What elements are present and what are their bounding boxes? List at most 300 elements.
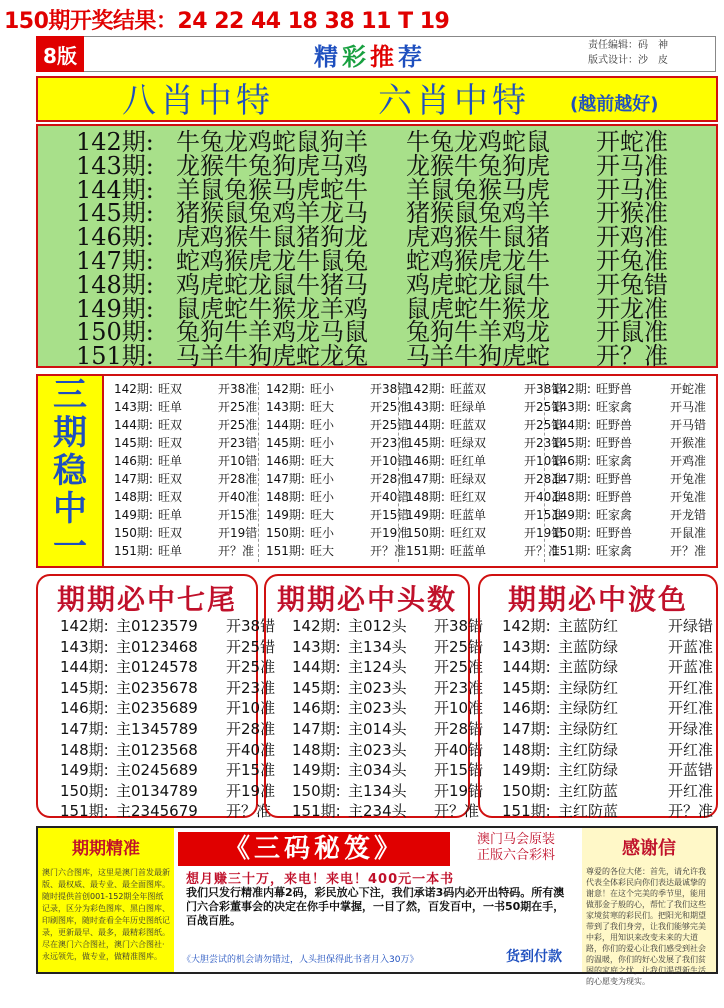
- period-label: 149期:: [76, 294, 154, 323]
- forecast-result: 开兔准: [670, 472, 707, 486]
- forecast-value: 旺小: [310, 382, 335, 396]
- forecast-row: [552, 416, 706, 434]
- period-label: 146期:: [76, 223, 154, 252]
- prediction-result: 开25准: [434, 658, 484, 677]
- forecast-row: [266, 380, 409, 398]
- prediction-result: 开红准: [668, 781, 714, 800]
- prediction-row: [502, 760, 713, 781]
- period-label: 149期:: [266, 508, 305, 522]
- period-label: 144期:: [502, 658, 551, 677]
- forecast-row: [266, 398, 409, 416]
- eight-zodiac-value: 虎鸡猴牛鼠猪狗龙: [176, 223, 368, 252]
- book-description: 我们只发行精准内幕2码，彩民放心下注，我们承诺3码内必开出特码。所有澳门六合彩董事会的决定在你手中掌握，一目了然，百发百中，一书50期在手，百战百胜。: [186, 886, 565, 927]
- forecast-value: 旺野兽: [596, 418, 633, 432]
- prediction-result: 开40错: [434, 740, 484, 759]
- forecast-result: 开23错: [524, 436, 564, 450]
- book-origin: [454, 832, 578, 864]
- head-box: [264, 574, 484, 821]
- forecast-value: 旺小: [310, 418, 335, 432]
- prediction-result: 开23准: [434, 678, 484, 697]
- prediction-value: 主0124578: [116, 658, 198, 677]
- forecast-row: [406, 470, 563, 488]
- period-label: 142期:: [266, 382, 305, 396]
- forecast-value: 旺蓝单: [450, 544, 487, 558]
- forecast-value: 旺野兽: [596, 490, 633, 504]
- period-label: 149期:: [292, 761, 341, 780]
- three-period-box: [36, 374, 718, 568]
- period-label: 151期:: [114, 544, 153, 558]
- forecast-result: 开25错: [524, 400, 564, 414]
- thanks-text: 尊爱的各位大佬：首先，请允许我代表全体彩民向你们表达最诚挚的谢意！在这个完美的季节里，能用做那金子般的心，帮忙了我们这些家境贫寒的彩民们。把阳光和期望带到了我们身旁，让我们能够完美中彩，用知识来改变未来的大道路，你们的爱心让我们感受到社会的温暖，你们的好心发展了我们贫困的家庭之忧，让我们渴望新生活的心愿变为现实。: [586, 867, 706, 986]
- forecast-result: 开38错: [370, 382, 410, 396]
- forecast-result: 开19错: [524, 526, 564, 540]
- period-label: 147期:: [552, 472, 591, 486]
- forecast-value: 旺红单: [450, 454, 487, 468]
- zodiac-section-header: [36, 76, 718, 122]
- period-label: 150期:: [502, 781, 551, 800]
- prediction-value: 主2345679: [116, 802, 198, 821]
- forecast-value: 旺野兽: [596, 526, 633, 540]
- precision-text: 澳门六合图库，这里是澳门首发最新版、最权威、最专业、最全面图库。随时提供首创001-152期全年图纸记录，区分为彩色图库、黑白图库、印刷图库，随时查看全年历史图纸记录，更新最早、最多，最精彩图纸。尽在澳门六合图社，澳门六合图社·永远领先，做专业，做精准图库。: [42, 868, 170, 961]
- period-label: 148期:: [76, 270, 154, 299]
- six-zodiac-value: 龙猴牛兔狗虎: [406, 151, 550, 180]
- zodiac-row: [76, 199, 668, 228]
- period-label: 148期:: [406, 490, 445, 504]
- forecast-value: 旺家禽: [596, 544, 633, 558]
- prediction-value: 主0123579: [116, 617, 198, 635]
- eight-zodiac-value: 羊鼠兔猴马虎蛇牛: [176, 175, 368, 204]
- forecast-result: 开15错: [370, 508, 410, 522]
- prediction-row: [292, 678, 483, 699]
- forecast-result: 开25准: [218, 400, 258, 414]
- zodiac-row: [76, 294, 668, 323]
- forecast-value: 旺红双: [450, 526, 487, 540]
- forecast-value: 旺小: [310, 490, 335, 504]
- prediction-value: 主红防绿: [558, 740, 619, 759]
- eight-zodiac-value: 马羊牛狗虎蛇龙兔: [176, 342, 368, 371]
- period-label: 143期:: [502, 637, 551, 656]
- prediction-row: [502, 698, 713, 719]
- special-result: 开兔准: [596, 247, 668, 275]
- period-label: 142期:: [552, 382, 591, 396]
- editor-info: [588, 38, 716, 68]
- thanks-panel: [582, 828, 716, 986]
- period-label: 147期:: [502, 720, 551, 738]
- special-result: 开？准: [596, 342, 668, 371]
- period-label: 143期:: [114, 400, 153, 414]
- forecast-value: 旺蓝单: [450, 508, 487, 522]
- special-result: 开猴准: [596, 199, 668, 228]
- prediction-row: [60, 781, 275, 802]
- prediction-value: 主0235678: [116, 678, 198, 697]
- prediction-row: [60, 760, 275, 781]
- forecast-row: [552, 470, 706, 488]
- prediction-result: 开绿错: [668, 617, 714, 635]
- forecast-row: [266, 524, 409, 542]
- forecast-result: 开40错: [370, 490, 410, 504]
- prediction-row: [292, 698, 483, 719]
- period-label: 151期:: [552, 544, 591, 558]
- forecast-value: 旺红双: [450, 490, 487, 504]
- forecast-result: 开10错: [218, 454, 258, 468]
- period-label: 145期:: [60, 678, 109, 697]
- forecast-row: [406, 506, 563, 524]
- forecast-row: [406, 434, 563, 452]
- prediction-result: 开28错: [434, 720, 484, 738]
- prediction-value: 主0134789: [116, 781, 198, 800]
- prediction-row: [502, 801, 713, 822]
- side-char: 稳: [53, 451, 87, 491]
- prediction-value: 主134头: [348, 637, 407, 656]
- special-result: 开兔错: [596, 270, 668, 299]
- side-char: 中: [53, 489, 87, 529]
- period-label: 149期:: [552, 508, 591, 522]
- period-label: 142期:: [76, 128, 154, 156]
- prediction-value: 主0123568: [116, 740, 198, 759]
- prediction-row: [292, 760, 483, 781]
- period-label: 142期:: [502, 617, 551, 635]
- forecast-row: [114, 524, 257, 542]
- zodiac-table: [36, 124, 718, 371]
- column-divider: [544, 382, 545, 562]
- forecast-result: 开？准: [670, 544, 707, 558]
- prediction-result: 开25准: [226, 658, 276, 677]
- prediction-result: 开10准: [226, 699, 276, 718]
- zodiac-subtitle: (越前越好): [570, 94, 659, 115]
- period-label: 145期:: [76, 199, 154, 228]
- forecast-value: 旺单: [158, 508, 183, 522]
- prediction-value: 主0123468: [116, 637, 198, 656]
- prediction-value: 主红防蓝: [558, 802, 619, 821]
- period-label: 146期:: [60, 699, 109, 718]
- forecast-row: [552, 524, 706, 542]
- prediction-result: 开38错: [434, 617, 484, 635]
- forecast-result: 开25错: [524, 418, 564, 432]
- prediction-row: [292, 801, 479, 822]
- masthead-title: [280, 36, 460, 72]
- forecast-result: 开40准: [218, 490, 258, 504]
- period-label: 146期:: [114, 454, 153, 468]
- prediction-result: 开？准: [668, 802, 714, 821]
- prediction-row: [502, 740, 713, 761]
- zodiac-row: [76, 249, 668, 273]
- forecast-value: 旺大: [310, 544, 335, 558]
- period-label: 145期:: [292, 678, 341, 697]
- book-guarantee: 《大胆尝试的机会请勿错过，人头担保得此书者月入30万》: [182, 955, 419, 965]
- forecast-value: 旺双: [158, 472, 183, 486]
- prediction-value: 主023头: [348, 699, 407, 718]
- tail-title: 期期必中七尾: [56, 583, 237, 616]
- forecast-row: [552, 506, 706, 524]
- period-label: 150期:: [114, 526, 153, 540]
- forecast-result: 开28准: [370, 472, 410, 486]
- six-zodiac-value: 鸡虎蛇龙鼠牛: [406, 270, 550, 299]
- forecast-result: 开兔准: [670, 490, 707, 504]
- forecast-result: 开23准: [370, 436, 410, 450]
- prediction-result: 开40准: [226, 740, 276, 759]
- forecast-result: 开马准: [670, 400, 707, 414]
- prediction-row: [502, 616, 713, 637]
- forecast-result: 开28准: [218, 472, 258, 486]
- period-label: 150期:: [552, 526, 591, 540]
- forecast-row: [406, 488, 563, 506]
- period-label: 143期:: [406, 400, 445, 414]
- eight-zodiac-value: 龙猴牛兔狗虎马鸡: [176, 151, 368, 180]
- prediction-value: 主蓝防绿: [558, 637, 619, 656]
- period-label: 144期:: [76, 175, 154, 204]
- period-label: 145期:: [406, 436, 445, 450]
- prediction-result: 开蓝准: [668, 658, 714, 677]
- special-result: 开鼠准: [596, 318, 668, 347]
- designer-line: 版式设计：沙 皮: [588, 55, 668, 66]
- prediction-row: [292, 637, 483, 658]
- period-label: 144期:: [60, 658, 109, 677]
- prediction-row: [292, 740, 483, 761]
- period-label: 145期:: [266, 436, 305, 450]
- prediction-row: [60, 719, 275, 740]
- zodiac-row: [76, 318, 668, 347]
- forecast-row: [114, 416, 257, 434]
- forecast-row: [552, 398, 706, 416]
- prediction-value: 主绿防红: [558, 699, 619, 718]
- side-char: 一: [53, 527, 87, 567]
- forecast-row: [406, 452, 563, 470]
- forecast-row: [266, 416, 409, 434]
- side-char: 期: [53, 413, 87, 453]
- forecast-row: [552, 380, 706, 398]
- prediction-row: [292, 719, 483, 740]
- period-label: 142期:: [60, 617, 109, 635]
- period-label: 148期:: [292, 740, 341, 759]
- six-zodiac-value: 鼠虎蛇牛猴龙: [406, 294, 550, 323]
- ad-section: [36, 826, 718, 986]
- period-label: 147期:: [114, 472, 153, 486]
- period-label: 151期:: [266, 544, 305, 558]
- prediction-row: [502, 678, 713, 699]
- prediction-result: 开19错: [434, 781, 484, 800]
- period-label: 148期:: [60, 740, 109, 759]
- book-prize: 想月赚三十万，来电！来电！400元一本书: [186, 872, 455, 887]
- title-char: 推: [370, 42, 398, 71]
- forecast-result: 开鼠准: [670, 526, 707, 540]
- prediction-result: 开？准: [226, 802, 272, 821]
- prediction-row: [60, 616, 275, 637]
- prediction-row: [60, 678, 275, 699]
- prediction-value: 主红防绿: [558, 761, 619, 780]
- prediction-row: [292, 657, 483, 678]
- period-label: 147期:: [406, 472, 445, 486]
- period-label: 145期:: [114, 436, 153, 450]
- eight-zodiac-value: 牛兔龙鸡蛇鼠狗羊: [176, 128, 368, 156]
- forecast-value: 旺大: [310, 508, 335, 522]
- period-label: 149期:: [60, 761, 109, 780]
- forecast-value: 旺双: [158, 526, 183, 540]
- period-label: 146期:: [406, 454, 445, 468]
- side-char: 三: [53, 375, 87, 415]
- period-label: 151期:: [292, 802, 341, 821]
- forecast-result: 开40准: [524, 490, 564, 504]
- title-char: 荐: [398, 42, 426, 71]
- forecast-result: 开38准: [218, 382, 258, 396]
- prediction-result: 开25错: [226, 637, 276, 656]
- period-label: 144期:: [292, 658, 341, 677]
- period-label: 148期:: [266, 490, 305, 504]
- period-label: 145期:: [502, 678, 551, 697]
- period-label: 146期:: [552, 454, 591, 468]
- period-label: 144期:: [552, 418, 591, 432]
- thanks-title: 感谢信: [622, 838, 676, 859]
- forecast-result: 开？准: [370, 544, 407, 558]
- prediction-result: 开15准: [226, 761, 276, 780]
- forecast-value: 旺小: [310, 436, 335, 450]
- forecast-row: [266, 506, 409, 524]
- prediction-row: [60, 801, 271, 822]
- forecast-row: [406, 524, 563, 542]
- forecast-value: 旺单: [158, 454, 183, 468]
- prediction-row: [60, 637, 275, 658]
- prediction-value: 主124头: [348, 658, 407, 677]
- prediction-value: 主234头: [348, 802, 407, 821]
- eight-zodiac-value: 兔狗牛羊鸡龙马鼠: [176, 318, 368, 347]
- zodiac-row: [76, 270, 668, 299]
- eight-zodiac-title: 八肖中特: [122, 81, 274, 121]
- forecast-row: [552, 452, 706, 470]
- forecast-result: 开38错: [524, 382, 564, 396]
- prediction-result: 开？准: [434, 802, 480, 821]
- special-result: 开蛇准: [596, 128, 668, 156]
- forecast-row: [406, 542, 563, 560]
- eight-zodiac-value: 鸡虎蛇龙鼠牛猪马: [176, 270, 368, 299]
- period-label: 148期:: [552, 490, 591, 504]
- forecast-row: [114, 452, 257, 470]
- prediction-value: 主蓝防红: [558, 617, 619, 635]
- prediction-value: 主绿防红: [558, 720, 619, 738]
- zodiac-row: [76, 151, 668, 180]
- forecast-row: [406, 380, 563, 398]
- prediction-result: 开23准: [226, 678, 276, 697]
- precision-title: 期期精准: [72, 839, 140, 859]
- prediction-value: 主134头: [348, 781, 407, 800]
- forecast-value: 旺蓝双: [450, 418, 487, 432]
- forecast-value: 旺绿双: [450, 436, 487, 450]
- eight-zodiac-value: 蛇鸡猴虎龙牛鼠兔: [176, 247, 368, 275]
- period-label: 147期:: [266, 472, 305, 486]
- forecast-row: [266, 470, 409, 488]
- period-label: 151期:: [406, 544, 445, 558]
- forecast-value: 旺小: [310, 472, 335, 486]
- period-label: 146期:: [502, 699, 551, 718]
- forecast-value: 旺家禽: [596, 454, 633, 468]
- forecast-row: [114, 470, 257, 488]
- origin-line: 澳门马会原装: [476, 832, 555, 847]
- prediction-result: 开蓝错: [668, 761, 714, 780]
- six-zodiac-value: 牛兔龙鸡蛇鼠: [406, 128, 550, 156]
- prediction-value: 主014头: [348, 720, 407, 738]
- prediction-row: [60, 740, 275, 761]
- six-zodiac-value: 蛇鸡猴虎龙牛: [406, 247, 550, 275]
- forecast-value: 旺小: [310, 526, 335, 540]
- prediction-value: 主红防蓝: [558, 781, 619, 800]
- forecast-row: [406, 398, 563, 416]
- zodiac-row: [76, 130, 668, 154]
- period-label: 143期:: [292, 637, 341, 656]
- forecast-row: [552, 434, 706, 452]
- period-label: 142期:: [114, 382, 153, 396]
- forecast-row: [266, 488, 409, 506]
- period-label: 144期:: [266, 418, 305, 432]
- period-label: 147期:: [60, 720, 109, 738]
- prediction-result: 开红准: [668, 678, 714, 697]
- period-label: 142期:: [406, 382, 445, 396]
- eight-zodiac-value: 猪猴鼠兔鸡羊龙马: [176, 199, 368, 228]
- eight-zodiac-value: 鼠虎蛇牛猴龙羊鸡: [176, 294, 368, 323]
- period-label: 144期:: [406, 418, 445, 432]
- forecast-value: 旺大: [310, 454, 335, 468]
- wave-box: [478, 574, 718, 821]
- period-label: 146期:: [292, 699, 341, 718]
- forecast-value: 旺双: [158, 382, 183, 396]
- prediction-value: 主012头: [348, 617, 407, 635]
- special-result: 开鸡准: [596, 223, 668, 252]
- prediction-result: 开10准: [434, 699, 484, 718]
- prediction-value: 主绿防红: [558, 678, 619, 697]
- prediction-value: 主034头: [348, 761, 407, 780]
- book-ad: [176, 828, 580, 972]
- forecast-row: [114, 488, 257, 506]
- period-label: 149期:: [114, 508, 153, 522]
- prediction-value: 主1345789: [116, 720, 198, 738]
- period-label: 151期:: [502, 802, 551, 821]
- prediction-value: 主0245689: [116, 761, 198, 780]
- forecast-value: 旺双: [158, 490, 183, 504]
- forecast-row: [266, 542, 409, 560]
- forecast-row: [114, 506, 257, 524]
- forecast-result: 开25准: [218, 418, 258, 432]
- period-label: 142期:: [292, 617, 341, 635]
- prediction-value: 主023头: [348, 740, 407, 759]
- forecast-result: 开鸡准: [670, 454, 707, 468]
- forecast-row: [552, 488, 706, 506]
- period-label: 147期:: [76, 247, 154, 275]
- forecast-row: [266, 434, 409, 452]
- six-zodiac-title: 六肖中特: [378, 81, 530, 121]
- edition-badge: 8版: [36, 36, 84, 72]
- special-result: 开龙准: [596, 294, 668, 323]
- forecast-result: 开龙错: [670, 508, 707, 522]
- zodiac-row: [76, 223, 668, 252]
- forecast-value: 旺单: [158, 400, 183, 414]
- prediction-value: 主蓝防绿: [558, 658, 619, 677]
- head-title: 期期必中头数: [276, 583, 457, 616]
- forecast-result: 开28准: [524, 472, 564, 486]
- forecast-value: 旺野兽: [596, 472, 633, 486]
- forecast-row: [266, 452, 409, 470]
- wave-title: 期期必中波色: [507, 583, 688, 616]
- forecast-result: 开25准: [370, 400, 410, 414]
- forecast-value: 旺绿单: [450, 400, 487, 414]
- period-label: 143期:: [60, 637, 109, 656]
- period-label: 151期:: [60, 802, 109, 821]
- prediction-value: 主023头: [348, 678, 407, 697]
- forecast-value: 旺大: [310, 400, 335, 414]
- forecast-result: 开猴准: [670, 436, 707, 450]
- forecast-value: 旺双: [158, 436, 183, 450]
- forecast-value: 旺绿双: [450, 472, 487, 486]
- editor-line: 责任编辑：码 神: [588, 40, 668, 51]
- forecast-result: 开23错: [218, 436, 258, 450]
- period-label: 143期:: [76, 151, 154, 180]
- forecast-result: 开19错: [218, 526, 258, 540]
